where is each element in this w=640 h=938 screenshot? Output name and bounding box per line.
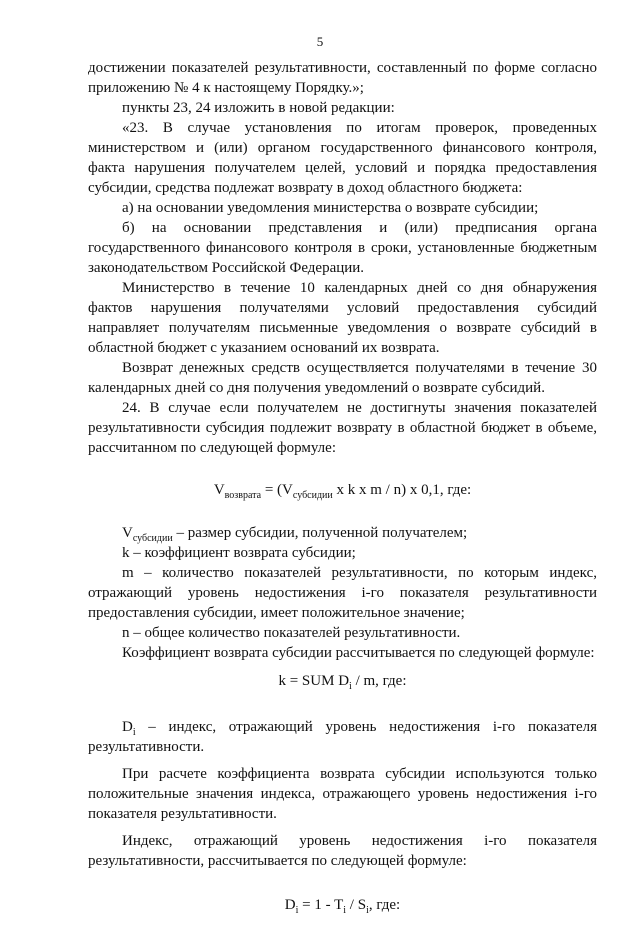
paragraph: Коэффициент возврата субсидии рассчитывается по следующей формуле: (122, 645, 595, 661)
paragraph: достижении показателей результативности, составленный по форме согласно приложению № 4 к настоящему Порядку.»; (88, 60, 597, 96)
paragraph: $D_i$ – индекс, отражающий уровень недостижения i-го показателя результативности. (88, 719, 597, 755)
formula-index: $D_i = 1 - T_i / S_i$, где: (284, 897, 401, 916)
paragraph: 24. В случае если получателем не достигнуты значения показателей результативности субсидия подлежит возврату в областной бюджет в объеме, рассчитанном по следующей формуле: (88, 400, 597, 456)
paragraph: пункты 23, 24 изложить в новой редакции: (122, 100, 395, 116)
paragraph: k – коэффициент возврата субсидии; (122, 545, 356, 561)
paragraph: При расчете коэффициента возврата субсидии используются только положительные значения индекса, отражающего уровень недостижения i-го показателя результативности. (88, 766, 597, 822)
document-body (88, 58, 597, 938)
paragraph: «23. В случае установления по итогам проверок, проведенных министерством и (или) органом государственного финансового контроля, факта нарушения получателем целей, условий и порядка предоставления субсидии, средства подлежат возврату в доход областного бюджета: (88, 120, 597, 196)
paragraph: а) на основании уведомления министерства о возврате субсидии; (122, 200, 539, 216)
paragraph: Индекс, отражающий уровень недостижения i-го показателя результативности, рассчитывается по следующей формуле: (88, 833, 597, 869)
paragraph: m – количество показателей результативности, по которым индекс, отражающий уровень недостижения i-го показателя результативности предоставления субсидии, имеет положительное значение; (88, 565, 597, 621)
paragraph: $V_{субсидии}$ – размер субсидии, полученной получателем; (122, 525, 468, 544)
page-number: 5 (316, 34, 324, 49)
formula-coefficient: k = SUM $D_i$ / m, где: (278, 673, 407, 692)
paragraph: Возврат денежных средств осуществляется получателями в течение 30 календарных дней со дня получения уведомлений о возврате субсидий. (88, 360, 597, 396)
paragraph: n – общее количество показателей результативности. (122, 625, 461, 641)
paragraph: б) на основании представления и (или) предписания органа государственного финансового контроля в сроки, установленные бюджетным законодательством Российской Федерации. (88, 220, 597, 276)
paragraph: Министерство в течение 10 календарных дней со дня обнаружения фактов нарушения получателями условий предоставления субсидий направляет получателям письменные уведомления о возврате субсидий в областной бюджет с указанием оснований их возврата. (88, 280, 597, 356)
formula-return-volume: $V_{возврата} = (V_{субсидии}$ x k x m / n) x 0,1, где: (213, 482, 472, 501)
